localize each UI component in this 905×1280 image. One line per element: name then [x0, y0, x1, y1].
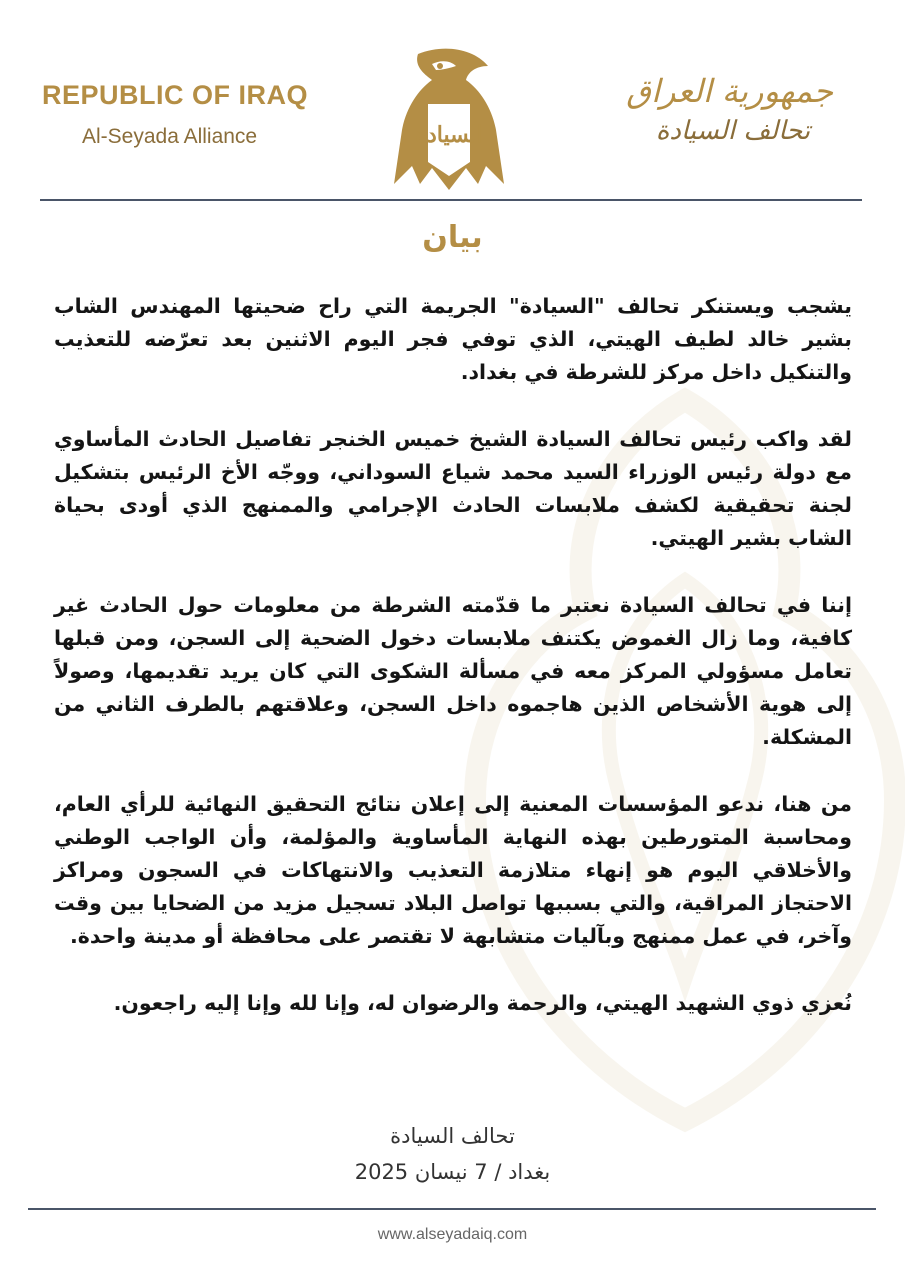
statement-body [54, 290, 852, 1054]
paragraph-1: يشجب ويستنكر تحالف "السيادة" الجريمة التي راح ضحيتها المهندس الشاب بشير خالد لطيف الهيتي، الذي توفي فجر اليوم الاثنين بعد تعرّضه للتعذيب والتنكيل داخل مركز للشرطة في بغداد. [54, 294, 852, 384]
arabic-country-title: جمهورية العراق [626, 72, 833, 110]
english-letterhead [42, 80, 342, 149]
logo-lettering: السيادة [415, 122, 483, 148]
arabic-alliance-name: تحالف السيادة [655, 116, 811, 146]
eagle-emblem-icon [388, 44, 510, 192]
signature-block [0, 1118, 905, 1190]
statement-heading: بيان [422, 220, 483, 255]
paragraph-4: من هنا، ندعو المؤسسات المعنية إلى إعلان نتائج التحقيق النهائية للرأي العام، ومحاسبة المتورطين بهذه النهاية المأساوية والمؤلمة، وأن الواجب الوطني والأخلاقي اليوم هو إنهاء متلازمة التعذيب والانتهاكات في السجون ومراكز الاحتجاز المراقية، والتي بسببها تواصل البلاد تسجيل مزيد من الضحايا بين وقت وآخر، في عمل ممنهج وبآليات متشابهة لا تقتصر على محافظة أو مدينة واحدة. [54, 792, 852, 948]
arabic-letterhead [626, 72, 833, 146]
english-alliance-name: Al-Seyada Alliance [82, 125, 258, 148]
paragraph-5: نُعزي ذوي الشهيد الهيتي، والرحمة والرضوان له، وإنا لله وإنا إليه راجعون. [113, 991, 852, 1015]
signature-place-date: بغداد / 7 نيسان 2025 [354, 1160, 551, 1184]
footer-divider [28, 1208, 876, 1210]
english-country-title: REPUBLIC OF IRAQ [42, 80, 309, 110]
paragraph-3: إننا في تحالف السيادة نعتبر ما قدّمته الشرطة من معلومات حول الحادث غير كافية، وما زال الغموض يكتنف ملابسات دخول الضحية إلى السجن، ومن قبلها تعامل مسؤولي المركز معه في مسألة الشكوى التي كان يريد تقديمها، وصولاً إلى هوية الأشخاص الذين هاجموه داخل السجن، وعلاقتهم بالطرف الثاني من المشكلة. [54, 593, 852, 749]
paragraph-2: لقد واكب رئيس تحالف السيادة الشيخ خميس الخنجر تفاصيل الحادث المأساوي مع دولة رئيس الوزراء السيد محمد شياع السوداني، ووجّه الأخ الرئيس بتشكيل لجنة تحقيقية لكشف ملابسات الحادث الإجرامي والممنهج الذي أودى بحياة الشاب بشير الهيتي. [54, 427, 852, 550]
letterhead [0, 0, 905, 200]
signature-org: تحالف السيادة [390, 1124, 515, 1148]
header-divider [40, 199, 862, 201]
footer-website-link[interactable]: www.alseyadaiq.com [377, 1226, 528, 1243]
